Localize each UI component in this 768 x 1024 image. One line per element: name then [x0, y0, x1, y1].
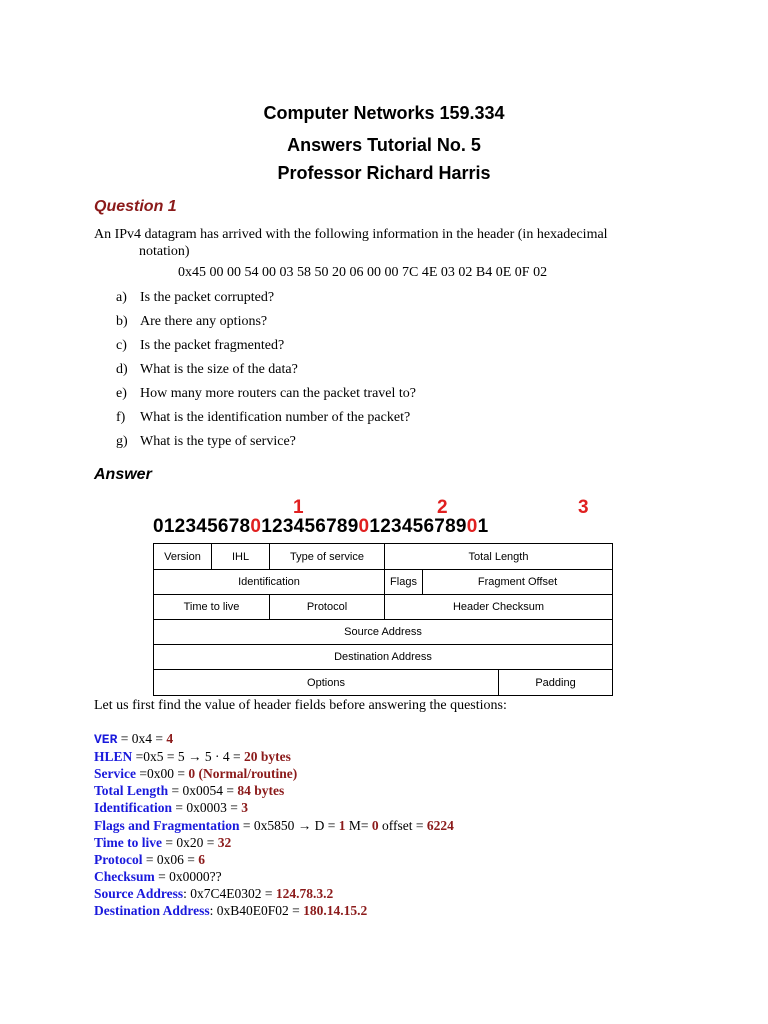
doc-title-line-3: Professor Richard Harris	[277, 163, 491, 183]
field-padding: Padding	[535, 676, 576, 689]
field-total-length: Total Length	[385, 544, 612, 570]
doc-title-line-1: Computer Networks 159.334	[263, 103, 505, 123]
field-value-flags: Flags and Fragmentation = 0x5850 → D = 1 M= 0 offset = 6224	[94, 818, 454, 833]
question-intro	[94, 226, 694, 260]
field-destination-address: Destination Address	[154, 645, 612, 670]
field-value-service: Service =0x00 = 0 (Normal/routine)	[94, 766, 298, 781]
field-protocol: Protocol	[270, 595, 385, 620]
hex-datagram: 0x45 00 00 54 00 03 58 50 20 06 00 00 7C 4E 03 02 B4 0E 0F 02	[178, 265, 548, 280]
field-value-ttl: Time to live = 0x20 = 32	[94, 835, 232, 850]
question-item: d) What is the size of the data?	[116, 362, 298, 377]
field-value-protocol: Protocol = 0x06 = 6	[94, 852, 205, 867]
answer-heading: Answer	[94, 466, 152, 483]
field-flags: Flags	[385, 570, 423, 595]
bit-ruler: 0123456780123456789012345678901	[153, 516, 489, 537]
bit-tens-mark-2: 2	[437, 497, 448, 518]
field-value-identification: Identification = 0x0003 = 3	[94, 800, 248, 815]
field-ihl: IHL	[212, 544, 270, 570]
question-intro-line-1: An IPv4 datagram has arrived with the following information in the header (in hexadecimal	[94, 227, 608, 242]
question-intro-line-2: notation)	[139, 244, 190, 259]
field-type-of-service: Type of service	[270, 544, 385, 570]
ipv4-header-diagram	[153, 543, 613, 696]
bit-tens-mark-3: 3	[578, 497, 589, 518]
doc-title-line-2: Answers Tutorial No. 5	[287, 135, 481, 155]
question-item: a) Is the packet corrupted?	[116, 290, 275, 305]
field-value-source: Source Address: 0x7C4E0302 = 124.78.3.2	[94, 886, 334, 901]
field-value-total-length: Total Length = 0x0054 = 84 bytes	[94, 783, 285, 798]
question-item: f) What is the identification number of the packet?	[116, 410, 411, 425]
field-version: Version	[154, 544, 212, 570]
question-item: e) How many more routers can the packet travel to?	[116, 386, 417, 401]
question-item: g) What is the type of service?	[116, 434, 296, 449]
field-header-checksum: Header Checksum	[385, 595, 612, 620]
field-value-destination: Destination Address: 0xB40E0F02 = 180.14.15.2	[94, 903, 368, 918]
field-options: Options	[154, 670, 499, 695]
field-source-address: Source Address	[154, 620, 612, 645]
answer-lead-text: Let us first find the value of header fields before answering the questions:	[94, 698, 507, 713]
bit-tens-mark-1: 1	[293, 497, 304, 518]
question-item: b) Are there any options?	[116, 314, 268, 329]
field-value-hlen: HLEN =0x5 = 5 → 5 · 4 = 20 bytes	[94, 749, 291, 764]
field-value-checksum: Checksum = 0x0000??	[94, 869, 222, 884]
question-1-heading: Question 1	[94, 198, 177, 215]
question-item: c) Is the packet fragmented?	[116, 338, 285, 353]
field-time-to-live: Time to live	[154, 595, 270, 620]
field-identification: Identification	[154, 570, 385, 595]
field-fragment-offset: Fragment Offset	[423, 570, 612, 595]
field-value-ver: VER = 0x4 = 4	[94, 731, 174, 747]
